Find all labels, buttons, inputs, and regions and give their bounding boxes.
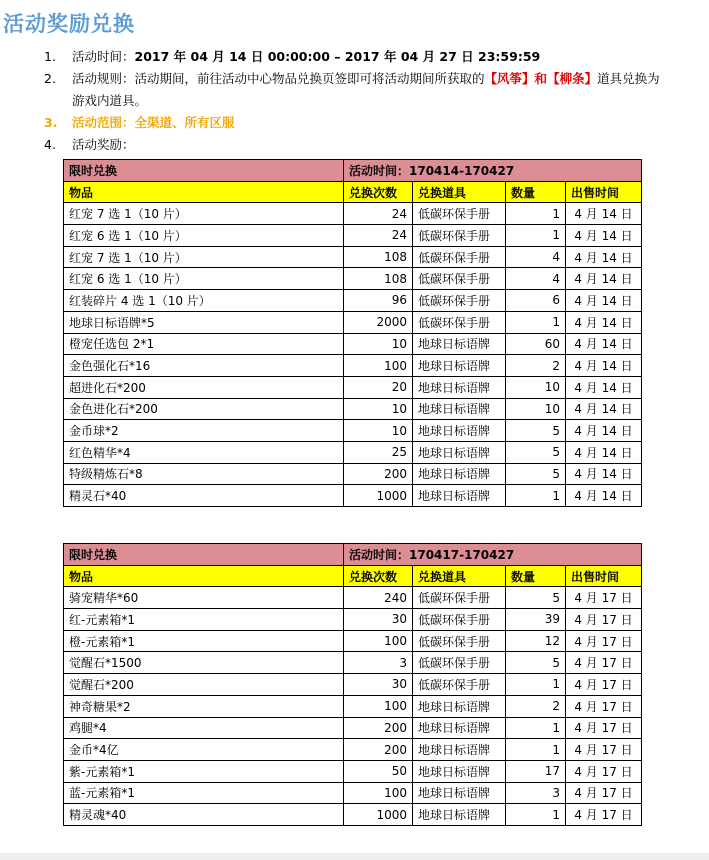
- time-value: 2017 年 04 月 14 日 00:00:00 – 2017 年 04 月 27 日 23:59:59: [134, 49, 541, 64]
- cell-item: 蓝-元素箱*1: [64, 782, 344, 804]
- cell-qty: 10: [506, 398, 566, 420]
- cell-item: 金色进化石*200: [64, 398, 344, 420]
- cell-qty: 5: [506, 652, 566, 674]
- column-header-sale-time: 出售时间: [566, 565, 642, 587]
- cell-sale-time: 4 月 14 日: [566, 333, 642, 355]
- cell-item: 红宠 7 选 1（10 片）: [64, 246, 344, 268]
- cell-currency: 地球日标语牌: [413, 485, 506, 507]
- cell-count: 24: [344, 225, 413, 247]
- cell-sale-time: 4 月 17 日: [566, 782, 642, 804]
- cell-count: 1000: [344, 804, 413, 826]
- cell-sale-time: 4 月 14 日: [566, 485, 642, 507]
- cell-sale-time: 4 月 14 日: [566, 246, 642, 268]
- list-number: 2.: [44, 71, 56, 86]
- column-header-qty: 数量: [506, 181, 566, 203]
- cell-qty: 1: [506, 804, 566, 826]
- cell-count: 100: [344, 695, 413, 717]
- page-title: 活动奖励兑换: [3, 12, 135, 36]
- cell-count: 10: [344, 398, 413, 420]
- cell-item: 红装碎片 4 选 1（10 片）: [64, 290, 344, 312]
- cell-count: 100: [344, 782, 413, 804]
- cell-sale-time: 4 月 14 日: [566, 311, 642, 333]
- table-row: [64, 376, 642, 398]
- table-row: [64, 463, 642, 485]
- scope-text: 活动范围：全渠道、所有区服: [72, 115, 235, 130]
- cell-sale-time: 4 月 17 日: [566, 739, 642, 761]
- cell-currency: 地球日标语牌: [413, 376, 506, 398]
- cell-sale-time: 4 月 14 日: [566, 268, 642, 290]
- cell-qty: 1: [506, 203, 566, 225]
- table-row: [64, 587, 642, 609]
- cell-currency: 地球日标语牌: [413, 804, 506, 826]
- cell-count: 1000: [344, 485, 413, 507]
- reward-table-1: [63, 159, 642, 507]
- table-title: 限时兑换: [64, 160, 344, 182]
- cell-count: 108: [344, 268, 413, 290]
- table-title: 限时兑换: [64, 544, 344, 566]
- list-item-scope: [0, 112, 709, 134]
- cell-currency: 低碳环保手册: [413, 630, 506, 652]
- rules-text-line2: 游戏内道具。: [72, 93, 148, 108]
- table-row: [64, 695, 642, 717]
- cell-currency: 地球日标语牌: [413, 739, 506, 761]
- cell-qty: 1: [506, 717, 566, 739]
- cell-count: 20: [344, 376, 413, 398]
- table-header-row: [64, 181, 642, 203]
- info-list: [0, 46, 709, 156]
- cell-sale-time: 4 月 14 日: [566, 420, 642, 442]
- cell-count: 10: [344, 420, 413, 442]
- table-row: [64, 290, 642, 312]
- cell-item: 红宠 7 选 1（10 片）: [64, 203, 344, 225]
- cell-currency: 地球日标语牌: [413, 760, 506, 782]
- cell-currency: 低碳环保手册: [413, 587, 506, 609]
- table-row: [64, 739, 642, 761]
- cell-currency: 地球日标语牌: [413, 398, 506, 420]
- cell-item: 精灵石*40: [64, 485, 344, 507]
- cell-sale-time: 4 月 17 日: [566, 587, 642, 609]
- column-header-item: 物品: [64, 181, 344, 203]
- cell-qty: 6: [506, 290, 566, 312]
- cell-qty: 2: [506, 695, 566, 717]
- table-period: 活动时间：170414-170427: [344, 160, 642, 182]
- cell-qty: 12: [506, 630, 566, 652]
- cell-count: 25: [344, 441, 413, 463]
- cell-qty: 1: [506, 674, 566, 696]
- cell-sale-time: 4 月 17 日: [566, 695, 642, 717]
- table-header-row: [64, 565, 642, 587]
- cell-sale-time: 4 月 17 日: [566, 717, 642, 739]
- cell-qty: 5: [506, 463, 566, 485]
- cell-sale-time: 4 月 17 日: [566, 609, 642, 631]
- cell-count: 100: [344, 630, 413, 652]
- table-title-row: [64, 160, 642, 182]
- cell-item: 红色精华*4: [64, 441, 344, 463]
- cell-sale-time: 4 月 17 日: [566, 804, 642, 826]
- cell-qty: 2: [506, 355, 566, 377]
- cell-item: 金色强化石*16: [64, 355, 344, 377]
- cell-sale-time: 4 月 14 日: [566, 203, 642, 225]
- column-header-currency: 兑换道具: [413, 565, 506, 587]
- cell-currency: 地球日标语牌: [413, 782, 506, 804]
- cell-qty: 17: [506, 760, 566, 782]
- time-label: 活动时间：: [72, 49, 135, 64]
- cell-currency: 低碳环保手册: [413, 268, 506, 290]
- cell-item: 紫-元素箱*1: [64, 760, 344, 782]
- cell-qty: 1: [506, 225, 566, 247]
- table-row: [64, 333, 642, 355]
- table-row: [64, 630, 642, 652]
- table-row: [64, 609, 642, 631]
- cell-sale-time: 4 月 17 日: [566, 630, 642, 652]
- reward-table-2: [63, 543, 642, 826]
- list-number: 1.: [44, 49, 56, 64]
- cell-item: 地球日标语牌*5: [64, 311, 344, 333]
- table-row: [64, 203, 642, 225]
- table-period: 活动时间：170417-170427: [344, 544, 642, 566]
- cell-qty: 1: [506, 485, 566, 507]
- cell-currency: 地球日标语牌: [413, 463, 506, 485]
- cell-count: 200: [344, 463, 413, 485]
- cell-count: 30: [344, 609, 413, 631]
- cell-item: 红-元素箱*1: [64, 609, 344, 631]
- cell-count: 24: [344, 203, 413, 225]
- cell-item: 红宠 6 选 1（10 片）: [64, 225, 344, 247]
- cell-item: 骑宠精华*60: [64, 587, 344, 609]
- cell-item: 觉醒石*1500: [64, 652, 344, 674]
- cell-item: 觉醒石*200: [64, 674, 344, 696]
- cell-qty: 1: [506, 739, 566, 761]
- cell-count: 30: [344, 674, 413, 696]
- cell-currency: 低碳环保手册: [413, 311, 506, 333]
- cell-qty: 10: [506, 376, 566, 398]
- cell-count: 2000: [344, 311, 413, 333]
- cell-currency: 低碳环保手册: [413, 609, 506, 631]
- table-row: [64, 398, 642, 420]
- table-title-row: [64, 544, 642, 566]
- table-row: [64, 420, 642, 442]
- cell-item: 金币*4亿: [64, 739, 344, 761]
- table-row: [64, 441, 642, 463]
- list-item-time: [0, 46, 709, 68]
- rules-label: 活动规则：: [72, 71, 135, 86]
- cell-qty: 1: [506, 311, 566, 333]
- cell-sale-time: 4 月 14 日: [566, 463, 642, 485]
- cell-currency: 地球日标语牌: [413, 695, 506, 717]
- cell-count: 200: [344, 717, 413, 739]
- column-header-sale-time: 出售时间: [566, 181, 642, 203]
- column-header-count: 兑换次数: [344, 565, 413, 587]
- cell-currency: 地球日标语牌: [413, 441, 506, 463]
- column-header-count: 兑换次数: [344, 181, 413, 203]
- table-row: [64, 804, 642, 826]
- cell-sale-time: 4 月 14 日: [566, 398, 642, 420]
- kite-item: 【风筝】: [484, 71, 535, 86]
- cell-count: 240: [344, 587, 413, 609]
- cell-currency: 地球日标语牌: [413, 333, 506, 355]
- table-row: [64, 717, 642, 739]
- table-row: [64, 485, 642, 507]
- list-number: 3.: [44, 115, 58, 130]
- column-header-item: 物品: [64, 565, 344, 587]
- column-header-currency: 兑换道具: [413, 181, 506, 203]
- table-row: [64, 311, 642, 333]
- cell-item: 金币球*2: [64, 420, 344, 442]
- cell-item: 橙宠任选包 2*1: [64, 333, 344, 355]
- rules-text-end: 道具兑换为: [597, 71, 660, 86]
- table-row: [64, 225, 642, 247]
- cell-currency: 低碳环保手册: [413, 225, 506, 247]
- cell-count: 10: [344, 333, 413, 355]
- cell-qty: 60: [506, 333, 566, 355]
- cell-currency: 低碳环保手册: [413, 290, 506, 312]
- list-item-rules: [0, 68, 709, 112]
- list-number: 4.: [44, 137, 56, 152]
- list-item-rewards: [0, 134, 709, 156]
- cell-currency: 地球日标语牌: [413, 355, 506, 377]
- table-row: [64, 652, 642, 674]
- table-row: [64, 760, 642, 782]
- cell-item: 神奇糖果*2: [64, 695, 344, 717]
- cell-item: 精灵魂*40: [64, 804, 344, 826]
- table-row: [64, 246, 642, 268]
- cell-sale-time: 4 月 17 日: [566, 674, 642, 696]
- cell-count: 96: [344, 290, 413, 312]
- cell-count: 50: [344, 760, 413, 782]
- bottom-scrollbar-area: [0, 853, 709, 860]
- table-row: [64, 355, 642, 377]
- table-row: [64, 268, 642, 290]
- cell-sale-time: 4 月 14 日: [566, 376, 642, 398]
- cell-count: 200: [344, 739, 413, 761]
- cell-qty: 39: [506, 609, 566, 631]
- cell-sale-time: 4 月 14 日: [566, 290, 642, 312]
- cell-count: 100: [344, 355, 413, 377]
- cell-qty: 5: [506, 420, 566, 442]
- table-row: [64, 782, 642, 804]
- cell-sale-time: 4 月 14 日: [566, 225, 642, 247]
- cell-currency: 低碳环保手册: [413, 652, 506, 674]
- cell-currency: 低碳环保手册: [413, 246, 506, 268]
- cell-currency: 地球日标语牌: [413, 717, 506, 739]
- cell-currency: 低碳环保手册: [413, 203, 506, 225]
- column-header-qty: 数量: [506, 565, 566, 587]
- cell-currency: 低碳环保手册: [413, 674, 506, 696]
- rewards-label: 活动奖励：: [72, 137, 135, 152]
- cell-item: 鸡腿*4: [64, 717, 344, 739]
- cell-qty: 3: [506, 782, 566, 804]
- cell-sale-time: 4 月 17 日: [566, 652, 642, 674]
- cell-item: 红宠 6 选 1（10 片）: [64, 268, 344, 290]
- cell-sale-time: 4 月 17 日: [566, 760, 642, 782]
- table-row: [64, 674, 642, 696]
- cell-qty: 5: [506, 441, 566, 463]
- cell-qty: 4: [506, 268, 566, 290]
- rules-and: 和: [534, 71, 548, 86]
- cell-count: 108: [344, 246, 413, 268]
- cell-qty: 5: [506, 587, 566, 609]
- cell-item: 超进化石*200: [64, 376, 344, 398]
- cell-item: 橙-元素箱*1: [64, 630, 344, 652]
- rules-text: 活动期间，前往活动中心物品兑换页签即可将活动期间所获取的: [134, 71, 485, 86]
- cell-item: 特级精炼石*8: [64, 463, 344, 485]
- cell-count: 3: [344, 652, 413, 674]
- cell-qty: 4: [506, 246, 566, 268]
- cell-sale-time: 4 月 14 日: [566, 441, 642, 463]
- cell-currency: 地球日标语牌: [413, 420, 506, 442]
- willow-item: 【柳条】: [547, 71, 598, 86]
- cell-sale-time: 4 月 14 日: [566, 355, 642, 377]
